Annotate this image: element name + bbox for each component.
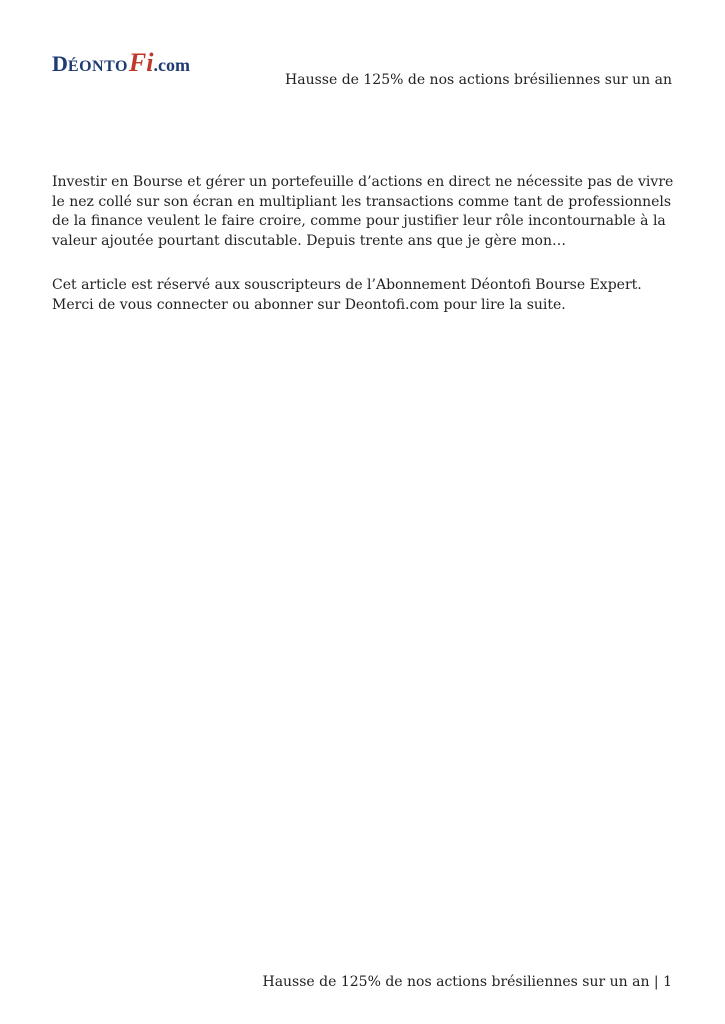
site-logo[interactable] [52, 50, 190, 76]
page-header-title: Hausse de 125% de nos actions brésiliennes sur un an [285, 72, 672, 88]
logo-dotcom: .com [153, 55, 190, 75]
article-excerpt: Investir en Bourse et gérer un portefeuille d’actions en direct ne nécessite pas de vivre le nez collé sur son écran en multipliant les transactions comme tant de professionnels de la finance veulent le faire croire, comme pour justifier leur rôle incontournable à la valeur ajoutée pourtant discutable. Depuis trente ans que je gère mon… [52, 174, 674, 249]
page-footer: Hausse de 125% de nos actions brésiliennes sur un an | 1 [262, 974, 672, 990]
logo-fi: Fi [128, 48, 154, 77]
logo-eonto: ÉONTO [67, 58, 128, 75]
logo-letter-d: D [52, 51, 68, 76]
article-content [52, 173, 674, 316]
subscription-notice: Cet article est réservé aux souscripteurs de l’Abonnement Déontofi Bourse Expert. Merci de vous connecter ou abonner sur Deontofi.com pour lire la suite. [52, 277, 642, 313]
